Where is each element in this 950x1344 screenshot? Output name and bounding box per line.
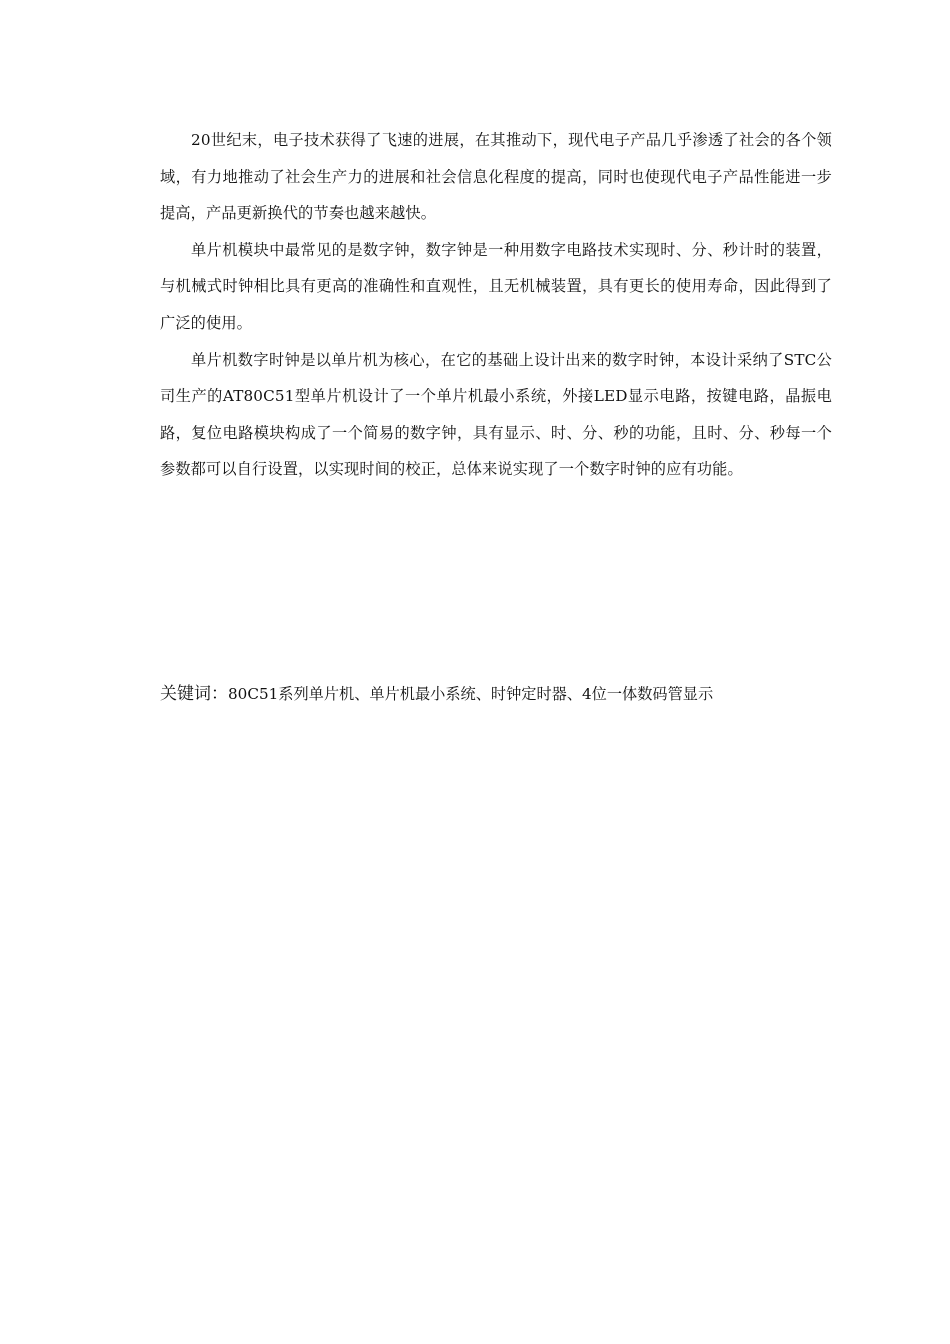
paragraph-3: 单片机数字时钟是以单片机为核心，在它的基础上设计出来的数字时钟，本设计采纳了STC公司生产的AT80C51型单片机设计了一个单片机最小系统，外接LED显示电路，按键电路，晶振电路，复位电路模块构成了一个简易的数字钟，具有显示、时、分、秒的功能，且时、分、秒每一个参数都可以自行设置，以实现时间的校正，总体来说实现了一个数字时钟的应有功能。	[160, 350, 832, 479]
keywords-label: 关键词：	[160, 684, 228, 704]
abstract-body	[160, 122, 832, 488]
keywords-value: 80C51系列单片机、单片机最小系统、时钟定时器、4位一体数码管显示	[228, 685, 714, 703]
paragraph-1: 20世纪末，电子技术获得了飞速的进展，在其推动下，现代电子产品几乎渗透了社会的各个领域，有力地推动了社会生产力的进展和社会信息化程度的提高，同时也使现代电子产品性能进一步提高，产品更新换代的节奏也越来越快。	[160, 131, 832, 223]
paragraph-2: 单片机模块中最常见的是数字钟，数字钟是一种用数字电路技术实现时、分、秒计时的装置，与机械式时钟相比具有更高的准确性和直观性，且无机械装置，具有更长的使用寿命，因此得到了广泛的使用。	[160, 240, 832, 332]
keywords-line	[160, 680, 832, 708]
